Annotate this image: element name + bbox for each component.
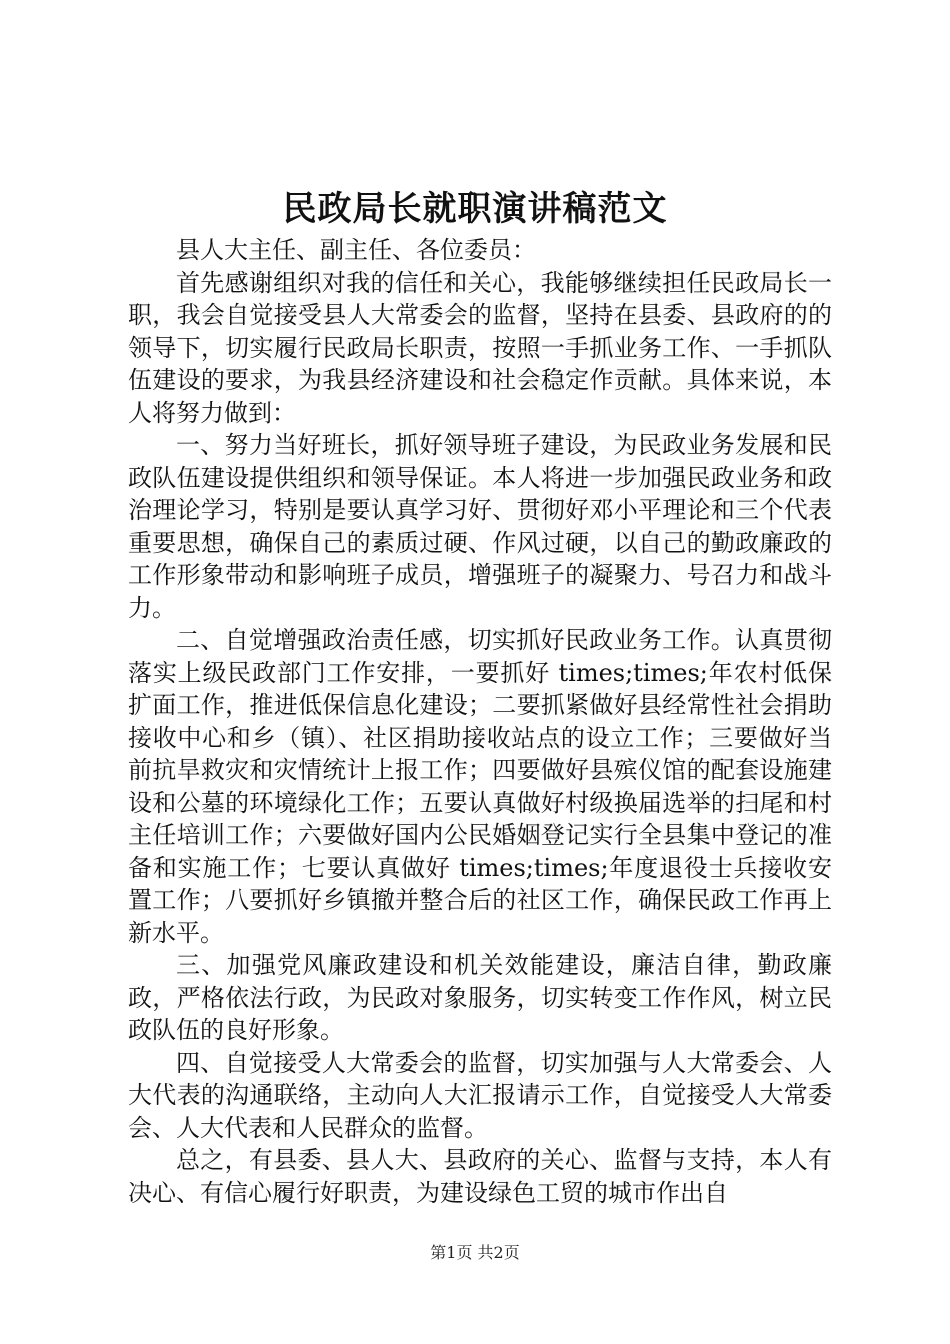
document-body — [128, 234, 832, 1209]
paragraph-point-1: 一、努力当好班长，抓好领导班子建设，为民政业务发展和民政队伍建设提供组织和领导保证。本人将进一步加强民政业务和政治理论学习，特别是要认真学习好、贯彻好邓小平理论和三个代表重要思想，确保自己的素质过硬、作风过硬，以自己的勤政廉政的工作形象带动和影响班子成员，增强班子的凝聚力、号召力和战斗力。 — [128, 431, 832, 622]
paragraph-point-2: 二、自觉增强政治责任感，切实抓好民政业务工作。认真贯彻落实上级民政部门工作安排，一要抓好 times;times;年农村低保扩面工作，推进低保信息化建设；二要抓紧做好县经常性社会捐助接收中心和乡（镇）、社区捐助接收站点的设立工作；三要做好当前抗旱救灾和灾情统计上报工作；四要做好县殡仪馆的配套设施建设和公墓的环境绿化工作；五要认真做好村级换届选举的扫尾和村主任培训工作；六要做好国内公民婚姻登记实行全县集中登记的准备和实施工作；七要认真做好 times;times;年度退役士兵接收安置工作；八要抓好乡镇撤并整合后的社区工作，确保民政工作再上新水平。 — [128, 626, 832, 947]
page-footer: 第1页 共2页 — [430, 1243, 520, 1262]
document-title: 民政局长就职演讲稿范文 — [282, 189, 668, 229]
paragraph-conclusion: 总之，有县委、县人大、县政府的关心、监督与支持，本人有决心、有信心履行好职责，为建设绿色工贸的城市作出自 — [128, 1146, 832, 1207]
salutation: 县人大主任、副主任、各位委员： — [176, 236, 536, 264]
paragraph-point-4: 四、自觉接受人大常委会的监督，切实加强与人大常委会、人大代表的沟通联络，主动向人大汇报请示工作，自觉接受人大常委会、人大代表和人民群众的监督。 — [128, 1048, 832, 1142]
paragraph-intro: 首先感谢组织对我的信任和关心，我能够继续担任民政局长一职，我会自觉接受县人大常委会的监督，坚持在县委、县政府的的领导下，切实履行民政局长职责，按照一手抓业务工作、一手抓队伍建设的要求，为我县经济建设和社会稳定作贡献。具体来说，本人将努力做到： — [128, 268, 832, 427]
paragraph-point-3: 三、加强党风廉政建设和机关效能建设，廉洁自律，勤政廉政，严格依法行政，为民政对象服务，切实转变工作作风，树立民政队伍的良好形象。 — [128, 951, 832, 1044]
